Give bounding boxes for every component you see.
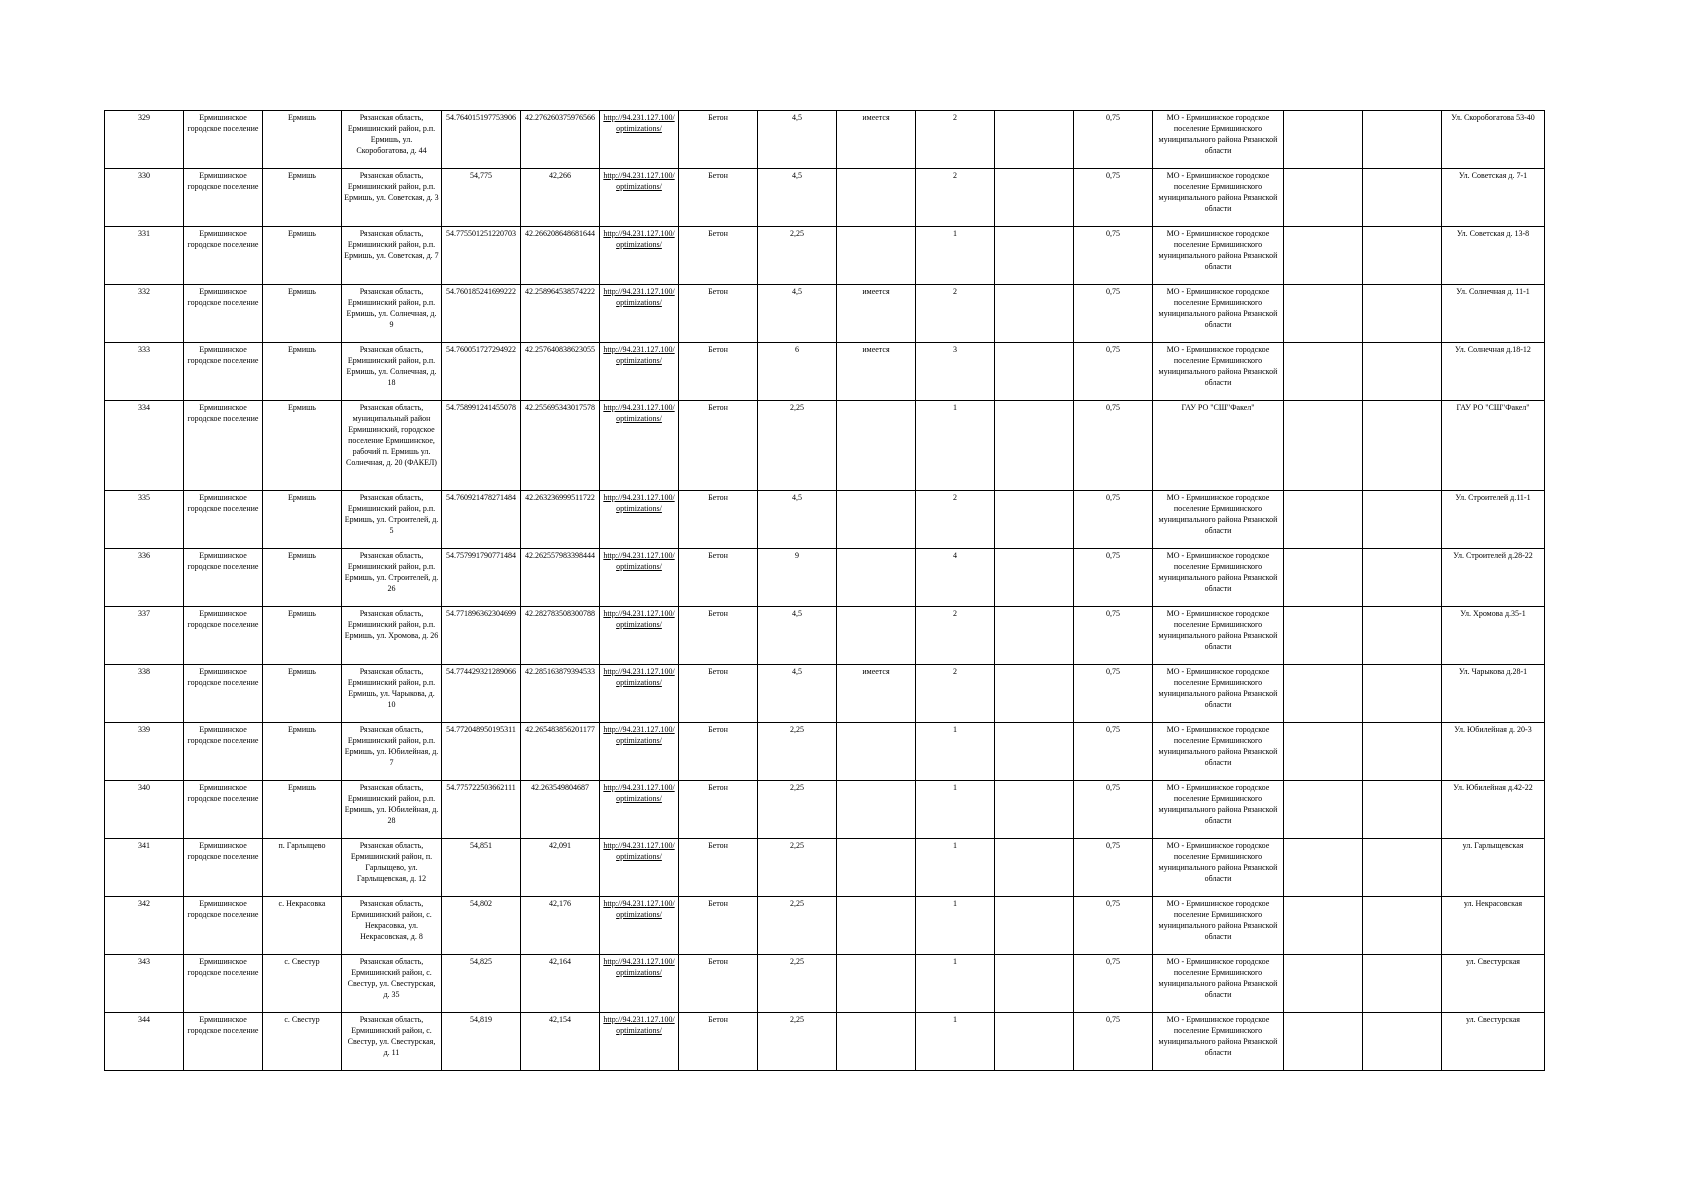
locality-cell: с. Свестур: [263, 1013, 342, 1071]
settlement-cell: Ермишинское городское поселение: [184, 285, 263, 343]
surface-cell: Бетон: [679, 227, 758, 285]
empty-cell: [1284, 723, 1363, 781]
volume-cell: 0,75: [1074, 839, 1153, 897]
locality-cell: Ермишь: [263, 111, 342, 169]
empty-cell: [995, 169, 1074, 227]
empty-cell: [995, 781, 1074, 839]
latitude-cell: 54.775722503662111: [442, 781, 521, 839]
row-number: 338: [105, 665, 184, 723]
fence-cell: имеется: [837, 111, 916, 169]
containers-cell: 2: [916, 491, 995, 549]
containers-cell: 1: [916, 401, 995, 491]
area-cell: 4,5: [758, 285, 837, 343]
fence-cell: [837, 169, 916, 227]
empty-cell: [995, 285, 1074, 343]
empty-cell: [1363, 1013, 1442, 1071]
empty-cell: [1284, 401, 1363, 491]
locality-cell: Ермишь: [263, 169, 342, 227]
empty-cell: [1363, 111, 1442, 169]
area-cell: 4,5: [758, 491, 837, 549]
address-cell: Рязанская область, Ермишинский район, р.п. Ермишь, ул. Строителей, д. 26: [342, 549, 442, 607]
settlement-cell: Ермишинское городское поселение: [184, 1013, 263, 1071]
latitude-cell: 54.760185241699222: [442, 285, 521, 343]
empty-cell: [1284, 607, 1363, 665]
fence-cell: [837, 491, 916, 549]
containers-cell: 2: [916, 665, 995, 723]
volume-cell: 0,75: [1074, 285, 1153, 343]
table-row: [105, 285, 1545, 343]
empty-cell: [1363, 227, 1442, 285]
empty-cell: [1363, 549, 1442, 607]
owner-cell: МО - Ермишинское городское поселение Ермишинского муниципального района Рязанской области: [1153, 343, 1284, 401]
owner-cell: МО - Ермишинское городское поселение Ермишинского муниципального района Рязанской области: [1153, 491, 1284, 549]
empty-cell: [995, 955, 1074, 1013]
latitude-cell: 54.772048950195311: [442, 723, 521, 781]
surface-cell: Бетон: [679, 169, 758, 227]
containers-cell: 1: [916, 781, 995, 839]
empty-cell: [995, 839, 1074, 897]
owner-cell: ГАУ РО "СШ"Факел": [1153, 401, 1284, 491]
map-link[interactable]: http://94.231.127.100/optimizations/: [600, 839, 679, 897]
table-row: [105, 607, 1545, 665]
empty-cell: [1284, 665, 1363, 723]
latitude-cell: 54.757991790771484: [442, 549, 521, 607]
empty-cell: [1284, 955, 1363, 1013]
fence-cell: имеется: [837, 285, 916, 343]
empty-cell: [1284, 549, 1363, 607]
map-link[interactable]: http://94.231.127.100/optimizations/: [600, 781, 679, 839]
empty-cell: [995, 607, 1074, 665]
fence-cell: имеется: [837, 343, 916, 401]
owner-cell: МО - Ермишинское городское поселение Ермишинского муниципального района Рязанской области: [1153, 607, 1284, 665]
latitude-cell: 54.758991241455078: [442, 401, 521, 491]
waste-sources-cell: Ул. Солнечная д.18-12: [1442, 343, 1545, 401]
empty-cell: [995, 665, 1074, 723]
area-cell: 2,25: [758, 839, 837, 897]
surface-cell: Бетон: [679, 665, 758, 723]
volume-cell: 0,75: [1074, 607, 1153, 665]
empty-cell: [1284, 1013, 1363, 1071]
locality-cell: Ермишь: [263, 607, 342, 665]
row-number: 344: [105, 1013, 184, 1071]
longitude-cell: 42.285163879394533: [521, 665, 600, 723]
table-row: [105, 343, 1545, 401]
row-number: 335: [105, 491, 184, 549]
map-link[interactable]: http://94.231.127.100/optimizations/: [600, 491, 679, 549]
table-row: [105, 897, 1545, 955]
area-cell: 4,5: [758, 607, 837, 665]
owner-cell: МО - Ермишинское городское поселение Ермишинского муниципального района Рязанской области: [1153, 955, 1284, 1013]
map-link[interactable]: http://94.231.127.100/optimizations/: [600, 897, 679, 955]
volume-cell: 0,75: [1074, 665, 1153, 723]
latitude-cell: 54.760921478271484: [442, 491, 521, 549]
owner-cell: МО - Ермишинское городское поселение Ермишинского муниципального района Рязанской области: [1153, 285, 1284, 343]
latitude-cell: 54,802: [442, 897, 521, 955]
waste-sources-cell: ГАУ РО "СШ"Факел": [1442, 401, 1545, 491]
surface-cell: Бетон: [679, 285, 758, 343]
empty-cell: [1284, 111, 1363, 169]
waste-sites-table: [104, 110, 1545, 1071]
longitude-cell: 42,266: [521, 169, 600, 227]
waste-sources-cell: Ул. Юбилейная д. 20-3: [1442, 723, 1545, 781]
map-link[interactable]: http://94.231.127.100/optimizations/: [600, 955, 679, 1013]
waste-sources-cell: Ул. Советская д. 13-8: [1442, 227, 1545, 285]
containers-cell: 1: [916, 897, 995, 955]
surface-cell: Бетон: [679, 343, 758, 401]
settlement-cell: Ермишинское городское поселение: [184, 549, 263, 607]
volume-cell: 0,75: [1074, 491, 1153, 549]
address-cell: Рязанская область, Ермишинский район, р.п. Ермишь, ул. Строителей, д. 5: [342, 491, 442, 549]
waste-sources-cell: ул. Свестурская: [1442, 955, 1545, 1013]
empty-cell: [995, 227, 1074, 285]
longitude-cell: 42,091: [521, 839, 600, 897]
empty-cell: [1363, 955, 1442, 1013]
area-cell: 2,25: [758, 401, 837, 491]
empty-cell: [1363, 723, 1442, 781]
empty-cell: [1284, 781, 1363, 839]
empty-cell: [995, 491, 1074, 549]
locality-cell: Ермишь: [263, 491, 342, 549]
address-cell: Рязанская область, Ермишинский район, р.п. Ермишь, ул. Солнечная, д. 9: [342, 285, 442, 343]
containers-cell: 2: [916, 169, 995, 227]
address-cell: Рязанская область, Ермишинский район, р.п. Ермишь, ул. Советская, д. 7: [342, 227, 442, 285]
containers-cell: 4: [916, 549, 995, 607]
settlement-cell: Ермишинское городское поселение: [184, 227, 263, 285]
volume-cell: 0,75: [1074, 897, 1153, 955]
fence-cell: [837, 1013, 916, 1071]
area-cell: 4,5: [758, 169, 837, 227]
address-cell: Рязанская область, Ермишинский район, р.п. Ермишь, ул. Солнечная, д. 18: [342, 343, 442, 401]
locality-cell: Ермишь: [263, 549, 342, 607]
fence-cell: [837, 723, 916, 781]
empty-cell: [1363, 285, 1442, 343]
empty-cell: [995, 1013, 1074, 1071]
settlement-cell: Ермишинское городское поселение: [184, 781, 263, 839]
table-row: [105, 1013, 1545, 1071]
empty-cell: [1363, 897, 1442, 955]
waste-sources-cell: Ул. Строителей д.28-22: [1442, 549, 1545, 607]
latitude-cell: 54.771896362304699: [442, 607, 521, 665]
owner-cell: МО - Ермишинское городское поселение Ермишинского муниципального района Рязанской области: [1153, 227, 1284, 285]
map-link[interactable]: http://94.231.127.100/optimizations/: [600, 169, 679, 227]
surface-cell: Бетон: [679, 839, 758, 897]
volume-cell: 0,75: [1074, 549, 1153, 607]
area-cell: 2,25: [758, 723, 837, 781]
empty-cell: [1363, 781, 1442, 839]
locality-cell: Ермишь: [263, 285, 342, 343]
table-row: [105, 781, 1545, 839]
map-link[interactable]: http://94.231.127.100/optimizations/: [600, 665, 679, 723]
address-cell: Рязанская область, Ермишинский район, р.п. Ермишь, ул. Чарыкова, д. 10: [342, 665, 442, 723]
empty-cell: [1284, 343, 1363, 401]
volume-cell: 0,75: [1074, 1013, 1153, 1071]
longitude-cell: 42.263236999511722: [521, 491, 600, 549]
owner-cell: МО - Ермишинское городское поселение Ермишинского муниципального района Рязанской области: [1153, 1013, 1284, 1071]
volume-cell: 0,75: [1074, 401, 1153, 491]
table-row: [105, 955, 1545, 1013]
empty-cell: [995, 897, 1074, 955]
waste-sources-cell: Ул. Хромова д.35-1: [1442, 607, 1545, 665]
locality-cell: Ермишь: [263, 227, 342, 285]
volume-cell: 0,75: [1074, 343, 1153, 401]
map-link[interactable]: http://94.231.127.100/optimizations/: [600, 549, 679, 607]
map-link[interactable]: http://94.231.127.100/optimizations/: [600, 1013, 679, 1071]
table-body: [105, 111, 1545, 1071]
address-cell: Рязанская область, Ермишинский район, р.п. Ермишь, ул. Хромова, д. 26: [342, 607, 442, 665]
empty-cell: [1363, 607, 1442, 665]
address-cell: Рязанская область, Ермишинский район, с. Некрасовка, ул. Некрасовская, д. 8: [342, 897, 442, 955]
table-row: [105, 549, 1545, 607]
surface-cell: Бетон: [679, 781, 758, 839]
owner-cell: МО - Ермишинское городское поселение Ермишинского муниципального района Рязанской области: [1153, 549, 1284, 607]
waste-sources-cell: Ул. Чарыкова д.28-1: [1442, 665, 1545, 723]
containers-cell: 1: [916, 955, 995, 1013]
fence-cell: [837, 955, 916, 1013]
settlement-cell: Ермишинское городское поселение: [184, 607, 263, 665]
empty-cell: [1284, 839, 1363, 897]
longitude-cell: 42,176: [521, 897, 600, 955]
longitude-cell: 42,154: [521, 1013, 600, 1071]
longitude-cell: 42.266208648681644: [521, 227, 600, 285]
surface-cell: Бетон: [679, 1013, 758, 1071]
settlement-cell: Ермишинское городское поселение: [184, 839, 263, 897]
longitude-cell: 42.265483856201177: [521, 723, 600, 781]
empty-cell: [995, 111, 1074, 169]
row-number: 331: [105, 227, 184, 285]
longitude-cell: 42.262557983398444: [521, 549, 600, 607]
surface-cell: Бетон: [679, 723, 758, 781]
address-cell: Рязанская область, муниципальный район Ермишинский, городское поселение Ермишинское, рабочий п. Ермишь ул. Солнечная, д. 20 (ФАКЕЛ): [342, 401, 442, 491]
locality-cell: Ермишь: [263, 723, 342, 781]
empty-cell: [1363, 169, 1442, 227]
surface-cell: Бетон: [679, 491, 758, 549]
table-row: [105, 839, 1545, 897]
locality-cell: Ермишь: [263, 401, 342, 491]
owner-cell: МО - Ермишинское городское поселение Ермишинского муниципального района Рязанской области: [1153, 839, 1284, 897]
longitude-cell: 42,164: [521, 955, 600, 1013]
row-number: 334: [105, 401, 184, 491]
locality-cell: Ермишь: [263, 781, 342, 839]
volume-cell: 0,75: [1074, 111, 1153, 169]
address-cell: Рязанская область, Ермишинский район, с. Свестур, ул. Свестурская, д. 35: [342, 955, 442, 1013]
address-cell: Рязанская область, Ермишинский район, р.п. Ермишь, ул. Советская, д. 3: [342, 169, 442, 227]
map-link[interactable]: http://94.231.127.100/optimizations/: [600, 343, 679, 401]
settlement-cell: Ермишинское городское поселение: [184, 169, 263, 227]
waste-sources-cell: Ул. Советская д. 7-1: [1442, 169, 1545, 227]
locality-cell: Ермишь: [263, 665, 342, 723]
row-number: 332: [105, 285, 184, 343]
longitude-cell: 42.263549804687: [521, 781, 600, 839]
waste-sources-cell: ул. Свестурская: [1442, 1013, 1545, 1071]
locality-cell: с. Некрасовка: [263, 897, 342, 955]
containers-cell: 3: [916, 343, 995, 401]
row-number: 336: [105, 549, 184, 607]
longitude-cell: 42.257640838623055: [521, 343, 600, 401]
row-number: 340: [105, 781, 184, 839]
row-number: 333: [105, 343, 184, 401]
fence-cell: имеется: [837, 665, 916, 723]
latitude-cell: 54,825: [442, 955, 521, 1013]
fence-cell: [837, 839, 916, 897]
address-cell: Рязанская область, Ермишинский район, р.п. Ермишь, ул. Скоробогатова, д. 44: [342, 111, 442, 169]
volume-cell: 0,75: [1074, 227, 1153, 285]
area-cell: 6: [758, 343, 837, 401]
empty-cell: [1284, 169, 1363, 227]
containers-cell: 1: [916, 227, 995, 285]
containers-cell: 2: [916, 285, 995, 343]
row-number: 329: [105, 111, 184, 169]
containers-cell: 1: [916, 839, 995, 897]
map-link[interactable]: http://94.231.127.100/optimizations/: [600, 723, 679, 781]
address-cell: Рязанская область, Ермишинский район, с. Свестур, ул. Свестурская, д. 11: [342, 1013, 442, 1071]
waste-sources-cell: Ул. Юбилейная д.42-22: [1442, 781, 1545, 839]
waste-sources-cell: Ул. Скоробогатова 53-40: [1442, 111, 1545, 169]
containers-cell: 1: [916, 1013, 995, 1071]
containers-cell: 1: [916, 723, 995, 781]
area-cell: 2,25: [758, 227, 837, 285]
row-number: 337: [105, 607, 184, 665]
latitude-cell: 54.775501251220703: [442, 227, 521, 285]
volume-cell: 0,75: [1074, 723, 1153, 781]
fence-cell: [837, 781, 916, 839]
empty-cell: [1363, 491, 1442, 549]
empty-cell: [995, 549, 1074, 607]
fence-cell: [837, 607, 916, 665]
empty-cell: [1363, 401, 1442, 491]
row-number: 341: [105, 839, 184, 897]
row-number: 342: [105, 897, 184, 955]
locality-cell: п. Гарлыщево: [263, 839, 342, 897]
surface-cell: Бетон: [679, 549, 758, 607]
owner-cell: МО - Ермишинское городское поселение Ермишинского муниципального района Рязанской области: [1153, 723, 1284, 781]
locality-cell: с. Свестур: [263, 955, 342, 1013]
empty-cell: [995, 723, 1074, 781]
settlement-cell: Ермишинское городское поселение: [184, 665, 263, 723]
owner-cell: МО - Ермишинское городское поселение Ермишинского муниципального района Рязанской области: [1153, 897, 1284, 955]
settlement-cell: Ермишинское городское поселение: [184, 491, 263, 549]
table-row: [105, 227, 1545, 285]
area-cell: 4,5: [758, 111, 837, 169]
latitude-cell: 54,851: [442, 839, 521, 897]
empty-cell: [1284, 227, 1363, 285]
address-cell: Рязанская область, Ермишинский район, п. Гарлыщево, ул. Гарлыщевская, д. 12: [342, 839, 442, 897]
waste-sources-cell: ул. Некрасовская: [1442, 897, 1545, 955]
waste-sources-cell: ул. Гарлыщевская: [1442, 839, 1545, 897]
owner-cell: МО - Ермишинское городское поселение Ермишинского муниципального района Рязанской области: [1153, 665, 1284, 723]
address-cell: Рязанская область, Ермишинский район, р.п. Ермишь, ул. Юбилейная, д. 7: [342, 723, 442, 781]
surface-cell: Бетон: [679, 111, 758, 169]
empty-cell: [1284, 285, 1363, 343]
settlement-cell: Ермишинское городское поселение: [184, 401, 263, 491]
owner-cell: МО - Ермишинское городское поселение Ермишинского муниципального района Рязанской области: [1153, 169, 1284, 227]
longitude-cell: 42.258964538574222: [521, 285, 600, 343]
settlement-cell: Ермишинское городское поселение: [184, 343, 263, 401]
map-link[interactable]: http://94.231.127.100/optimizations/: [600, 285, 679, 343]
longitude-cell: 42.255695343017578: [521, 401, 600, 491]
map-link[interactable]: http://94.231.127.100/optimizations/: [600, 227, 679, 285]
empty-cell: [1363, 665, 1442, 723]
table-row: [105, 491, 1545, 549]
settlement-cell: Ермишинское городское поселение: [184, 723, 263, 781]
latitude-cell: 54.760051727294922: [442, 343, 521, 401]
address-cell: Рязанская область, Ермишинский район, р.п. Ермишь, ул. Юбилейная, д. 28: [342, 781, 442, 839]
area-cell: 2,25: [758, 781, 837, 839]
volume-cell: 0,75: [1074, 955, 1153, 1013]
owner-cell: МО - Ермишинское городское поселение Ермишинского муниципального района Рязанской области: [1153, 111, 1284, 169]
map-link[interactable]: http://94.231.127.100/optimizations/: [600, 607, 679, 665]
longitude-cell: 42.276260375976566: [521, 111, 600, 169]
fence-cell: [837, 897, 916, 955]
owner-cell: МО - Ермишинское городское поселение Ермишинского муниципального района Рязанской области: [1153, 781, 1284, 839]
row-number: 330: [105, 169, 184, 227]
table-row: [105, 111, 1545, 169]
fence-cell: [837, 227, 916, 285]
settlement-cell: Ермишинское городское поселение: [184, 897, 263, 955]
fence-cell: [837, 549, 916, 607]
area-cell: 2,25: [758, 1013, 837, 1071]
containers-cell: 2: [916, 111, 995, 169]
surface-cell: Бетон: [679, 897, 758, 955]
latitude-cell: 54.774429321289066: [442, 665, 521, 723]
empty-cell: [1363, 343, 1442, 401]
empty-cell: [995, 343, 1074, 401]
map-link[interactable]: http://94.231.127.100/optimizations/: [600, 111, 679, 169]
surface-cell: Бетон: [679, 401, 758, 491]
surface-cell: Бетон: [679, 955, 758, 1013]
area-cell: 9: [758, 549, 837, 607]
area-cell: 4,5: [758, 665, 837, 723]
table-row: [105, 723, 1545, 781]
table-row: [105, 665, 1545, 723]
surface-cell: Бетон: [679, 607, 758, 665]
row-number: 343: [105, 955, 184, 1013]
containers-cell: 2: [916, 607, 995, 665]
volume-cell: 0,75: [1074, 781, 1153, 839]
waste-sources-cell: Ул. Солнечная д. 11-1: [1442, 285, 1545, 343]
empty-cell: [995, 401, 1074, 491]
empty-cell: [1284, 491, 1363, 549]
waste-sources-cell: Ул. Строителей д.11-1: [1442, 491, 1545, 549]
area-cell: 2,25: [758, 897, 837, 955]
latitude-cell: 54.764015197753906: [442, 111, 521, 169]
locality-cell: Ермишь: [263, 343, 342, 401]
row-number: 339: [105, 723, 184, 781]
table-row: [105, 401, 1545, 491]
table-row: [105, 169, 1545, 227]
latitude-cell: 54,775: [442, 169, 521, 227]
map-link[interactable]: http://94.231.127.100/optimizations/: [600, 401, 679, 491]
latitude-cell: 54,819: [442, 1013, 521, 1071]
settlement-cell: Ермишинское городское поселение: [184, 111, 263, 169]
empty-cell: [1284, 897, 1363, 955]
settlement-cell: Ермишинское городское поселение: [184, 955, 263, 1013]
fence-cell: [837, 401, 916, 491]
volume-cell: 0,75: [1074, 169, 1153, 227]
empty-cell: [1363, 839, 1442, 897]
longitude-cell: 42.282783508300788: [521, 607, 600, 665]
area-cell: 2,25: [758, 955, 837, 1013]
